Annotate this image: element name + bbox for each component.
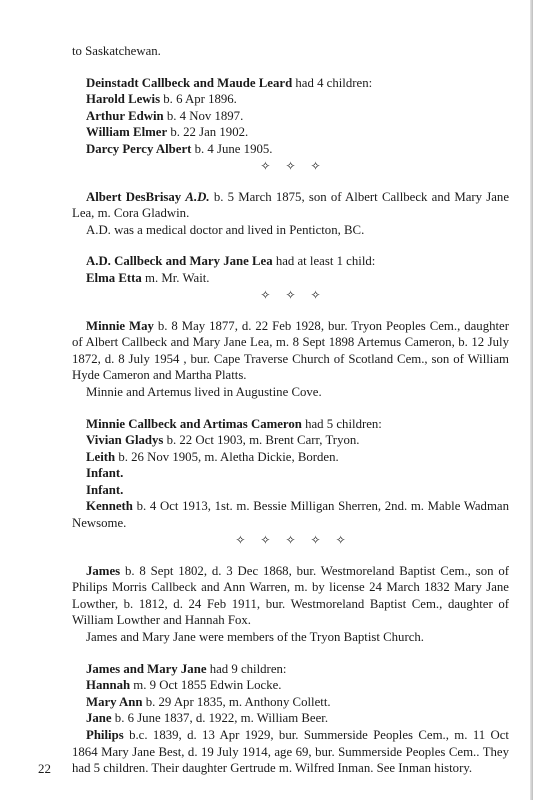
person-note: Minnie and Artemus lived in Augustine Cove. — [86, 384, 322, 399]
person-note: A.D. was a medical doctor and lived in Penticton, BC. — [86, 222, 365, 237]
family-block-deinstadt — [72, 75, 509, 158]
ornament-divider: ✧ ✧ ✧ — [260, 158, 327, 173]
family-heading: Minnie Callbeck and Artimas Cameron had 5 children: — [86, 416, 382, 431]
child-entry: Philips b.c. 1839, d. 13 Apr 1929, bur. Summerside Peoples Cem., m. 11 Oct 1864 Mary Jane Best, d. 19 July 1914, age 69, bur. Summerside Peoples Cem.. They had 5 children. Their daughter Gertrude m. Wilfred Inman. See Inman history. — [72, 728, 509, 776]
child-entry: Infant. — [86, 466, 124, 481]
ornament-divider: ✧ ✧ ✧ ✧ ✧ — [235, 532, 352, 547]
child-entry: Leith b. 26 Nov 1905, m. Aletha Dickie, Borden. — [86, 449, 339, 464]
child-entry: Hannah m. 9 Oct 1855 Edwin Locke. — [86, 678, 282, 693]
page-number: 22 — [38, 761, 51, 776]
continued-line: to Saskatchewan. — [72, 44, 161, 58]
person-entry-minnie — [72, 318, 509, 401]
person-paragraph: Albert DesBrisay A.D. b. 5 March 1875, son of Albert Callbeck and Mary Jane Lea, m. Cora Gladwin. — [72, 189, 509, 221]
family-block-minnie — [72, 416, 509, 532]
child-entry: Vivian Gladys b. 22 Oct 1903, m. Brent Carr, Tryon. — [86, 433, 360, 448]
child-entry: Infant. — [86, 482, 124, 497]
page-body — [72, 43, 509, 777]
family-block-ad — [72, 253, 509, 286]
family-heading: Deinstadt Callbeck and Maude Leard had 4 children: — [86, 75, 373, 90]
child-entry: Darcy Percy Albert b. 4 June 1905. — [86, 141, 273, 156]
ornament-divider: ✧ ✧ ✧ — [260, 287, 327, 302]
person-paragraph: Minnie May b. 8 May 1877, d. 22 Feb 1928, bur. Tryon Peoples Cem., daughter of Albert Callbeck and Mary Jane Lea, m. 8 Sept 1898 Artemus Cameron, b. 12 July 1872, d. 8 July 1954 , bur. Cape Traverse Church of Scotland Cem., son of William Hyde Cameron and Martha Platts. — [72, 318, 509, 383]
person-note: James and Mary Jane were members of the Tryon Baptist Church. — [86, 630, 424, 645]
child-entry: Kenneth b. 4 Oct 1913, 1st. m. Bessie Milligan Sherren, 2nd. m. Mable Wadman Newsome. — [72, 499, 509, 531]
child-entry: Jane b. 6 June 1837, d. 1922, m. William Beer. — [86, 711, 329, 726]
child-entry: William Elmer b. 22 Jan 1902. — [86, 125, 249, 140]
child-entry: Harold Lewis b. 6 Apr 1896. — [86, 92, 237, 107]
child-entry: Arthur Edwin b. 4 Nov 1897. — [86, 108, 244, 123]
child-entry: Elma Etta m. Mr. Wait. — [86, 270, 210, 285]
family-block-james — [72, 661, 509, 777]
person-entry-james — [72, 563, 509, 646]
person-paragraph: James b. 8 Sept 1802, d. 3 Dec 1868, bur. Westmoreland Baptist Cem., son of Philips Morris Callbeck and Ann Warren, m. by license 24 March 1832 Mary Jane Lowther, b. 1812, d. 24 Feb 1911, bur. Westmoreland Baptist Cem., daughter of William Lowther and Hannah Fox. — [72, 563, 509, 628]
person-entry-albert — [72, 189, 509, 239]
family-heading: James and Mary Jane had 9 children: — [86, 661, 287, 676]
child-entry: Mary Ann b. 29 Apr 1835, m. Anthony Collett. — [86, 694, 331, 709]
family-heading: A.D. Callbeck and Mary Jane Lea had at least 1 child: — [86, 254, 376, 269]
